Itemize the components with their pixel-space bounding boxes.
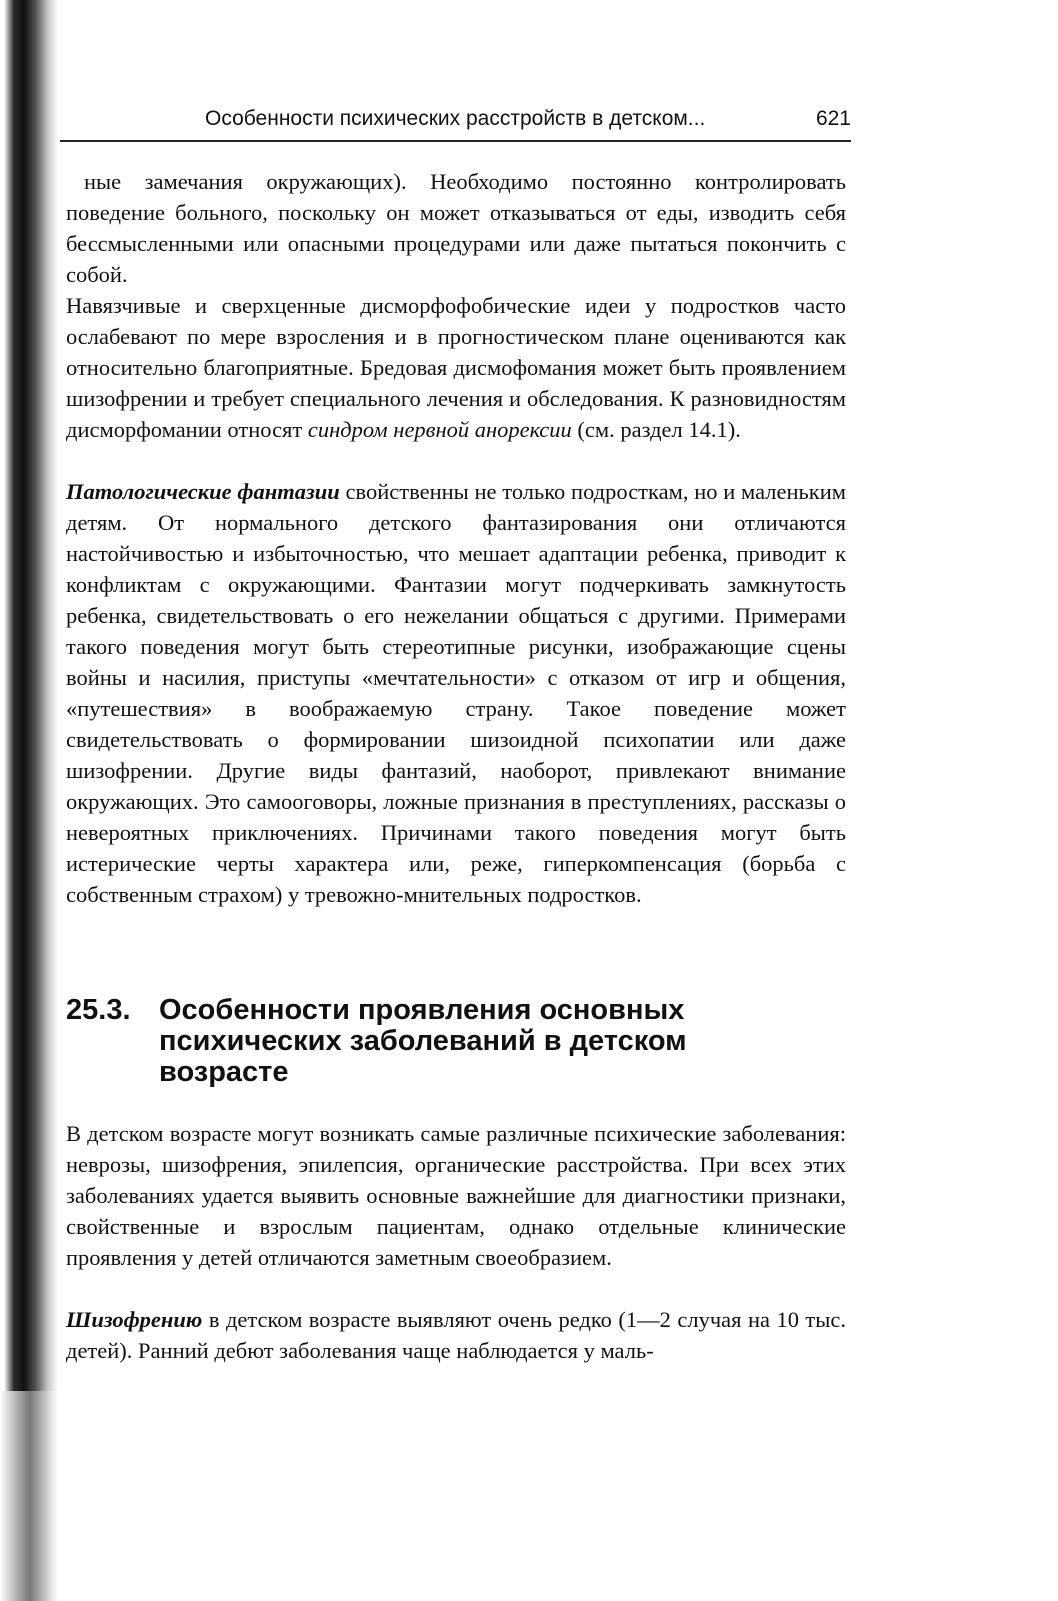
term-schizophrenia: Шизофрению bbox=[66, 1307, 203, 1332]
paragraph-1: ные замечания окружающих). Необходимо постоянно контролировать поведение больного, поскольку он может отказываться от еды, изводить себя бессмысленными или опасными процедурами или даже пытаться покончить с собой. bbox=[66, 169, 846, 287]
paragraph-3: Патологические фантазии свойственны не только подросткам, но и маленьким детям. От нормального детского фантазирования они отличаются настойчивостью и избыточностью, что мешает адаптации ребенка, приводит к конфликтам с окружающими. Фантазии могут подчеркивать замкнутость ребенка, свидетельствовать о его нежелании общаться с другими. Примерами такого поведения могут быть стереотипные рисунки, изображающие сцены войны и насилия, приступы «мечтательности» с отказом от игр и общения, «путешествия» в воображаемую страну. Такое поведение может свидетельствовать о формировании шизоидной психопатии или даже шизофрении. Другие виды фантазий, наоборот, привлекают внимание окружающих. Это самооговоры, ложные признания в преступлениях, рассказы о невероятных приключениях. Причинами такого поведения могут быть истерические черты характера или, реже, гиперкомпенсация (борьба с собственным страхом) у тревожно-мнительных подростков. bbox=[66, 479, 846, 907]
running-header bbox=[205, 104, 851, 134]
section-title: Особенности проявления основных психических заболеваний в детском возрасте bbox=[159, 994, 687, 1088]
paragraph-2-italic: синдром нервной анорексии bbox=[307, 417, 572, 442]
paragraph-2: Навязчивые и сверхценные дисморфофобические идеи у подростков часто ослабевают по мере взросления и в прогностическом плане оцениваются как относительно благоприятные. Бредовая дисмофомания может быть проявлением шизофрении и требует специального лечения и обследования. К разновидностям дисморфомании относят синдром нервной анорексии (см. раздел 14.1). bbox=[66, 293, 846, 442]
header-rule bbox=[60, 140, 851, 142]
section-paragraph-1: В детском возрасте могут возникать самые различные психические заболевания: неврозы, шизофрения, эпилепсия, органические расстройства. При всех этих заболеваниях удается выявить основные важнейшие для диагностики признаки, свойственные и взрослым пациентам, однако отдельные клинические проявления у детей отличаются заметным своеобразием. bbox=[66, 1121, 846, 1270]
section-number: 25.3. bbox=[66, 994, 131, 1026]
running-title: Особенности психических расстройств в детском... bbox=[205, 107, 706, 130]
term-pathological-fantasies: Патологические фантазии bbox=[66, 479, 340, 504]
page-number: 621 bbox=[815, 107, 851, 130]
scan-binding-shadow bbox=[0, 0, 58, 1601]
section-paragraph-2: Шизофрению в детском возрасте выявляют очень редко (1—2 случая на 10 тыс. детей). Ранний дебют заболевания чаще наблюдается у маль- bbox=[66, 1307, 846, 1363]
